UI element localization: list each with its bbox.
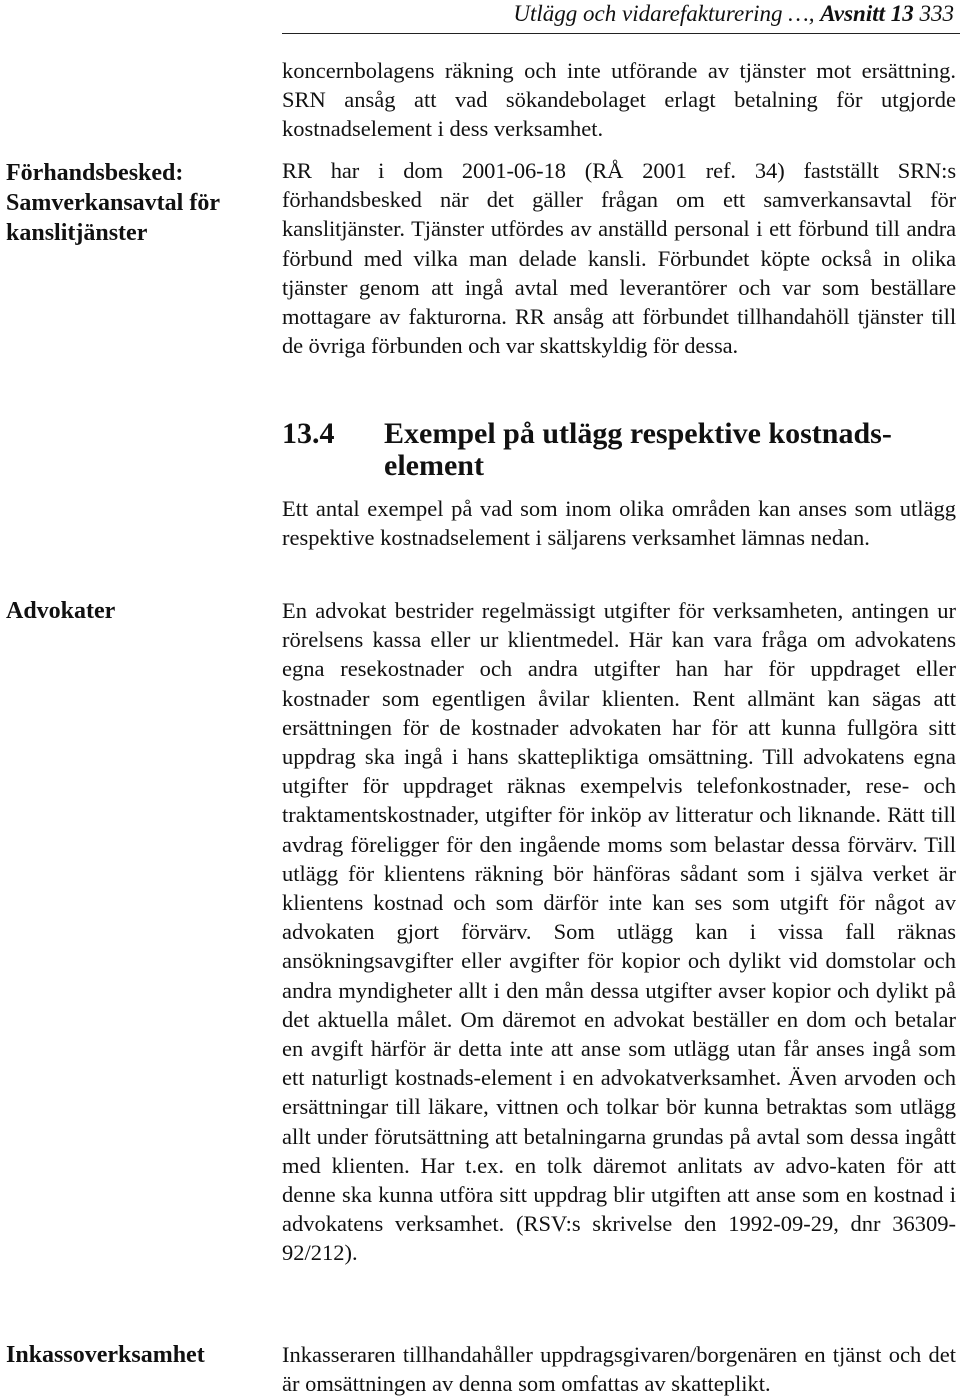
margin-heading-samverkan: Förhandsbesked: Samverkansavtal för kanslitjänster [6, 160, 220, 246]
section-number: 13.4 [282, 417, 335, 450]
paragraph-srn: koncernbolagens räkning och inte utförande av tjänster mot ersättning. SRN ansåg att vad sökandebolaget erlagt betalning för utgjorde kostnadselement i dess verksamhet. [282, 58, 956, 142]
running-header [282, 0, 954, 30]
running-title: Utlägg och vidarefakturering …, [513, 1, 821, 26]
paragraph-advokat: En advokat bestrider regelmässigt utgifter för verksamheten, antingen ur rörelsens kassa eller ur klientmedel. Här kan vara fråga om advokatens egna resekostnader och andra utgifter han har för uppdraget eller kostnader som egentligen åvilar klienten. Rent allmänt kan sägas att ersättningen för de kostnader advokaten har för att kunna fullgöra sitt uppdrag ska ingå i hans skattepliktiga omsättning. Till advokatens egna utgifter för uppdraget räknas exempelvis telefonkostnader, rese- och traktamentskostnader, utgifter för inköp av litteratur och liknande. Rätt till avdrag föreligger för den ingående moms som belastar dessa förvärv. Till utlägg för klientens räkning bör hänföras sådant som i själva verket är klientens kostnad och som därför inte kan ses som utgift för något av advokaten gjort förvärv. Som utlägg kan i vissa fall räknas ansökningsavgifter eller avgifter för kopior och dylikt vid domstolar och andra myndigheter allt i den mån dessa utgifter avser kopior och dylikt på det aktuella målet. Om däremot en advokat beställer en dom och betalar en avgift härför är detta inte att anse som utlägg utan får anses ingå som ett naturligt kostnads-element i en advokatverksamhet. Även arvoden och ersättningar till läkare, vittnen och tolkar bör kunna betraktas som utlägg allt under förutsättning att betalningarna grundas på avtal som dessa ingått med klienten. Har t.ex. en tolk däremot anlitats av advo-katen för att denne ska kunna utföra sitt uppdrag blir utgiften att anse som en kostnad i advokatens verksamhet. (RSV:s skrivelse den 1992-09-29, dnr 36309-92/212). [282, 598, 956, 1266]
header-rule [282, 33, 960, 34]
page-number: 333 [913, 1, 954, 26]
paragraph-inkasso: Inkasseraren tillhandahåller uppdragsgivaren/borgenären en tjänst och det är omsättningen av denna som omfattas av skatteplikt. [282, 1342, 956, 1397]
paragraph-intro: Ett antal exempel på vad som inom olika områden kan anses som utlägg respektive kostnadselement i säljarens verksamhet lämnas nedan. [282, 496, 956, 551]
margin-heading-inkasso: Inkassoverksamhet [6, 1342, 205, 1368]
paragraph-rr-dom: RR har i dom 2001-06-18 (RÅ 2001 ref. 34) fastställt SRN:s förhandsbesked när det gäller frågan om ett samverkansavtal för kanslitjänster. Tjänster utfördes av anställd personal i ett förbund till andra förbund med vilka man delade kansli. Förbundet köpte också in olika tjänster genom att ingå avtal med leverantörer och var som beställare mottagare av fakturorna. RR ansåg att förbundet tillhandahöll tjänster till de övriga förbunden och var skattskyldig för dessa. [282, 158, 956, 359]
margin-heading-advokater: Advokater [6, 598, 116, 624]
section-title: Exempel på utlägg respektive kostnads-element [384, 417, 892, 482]
section-label: Avsnitt 13 [820, 1, 914, 26]
